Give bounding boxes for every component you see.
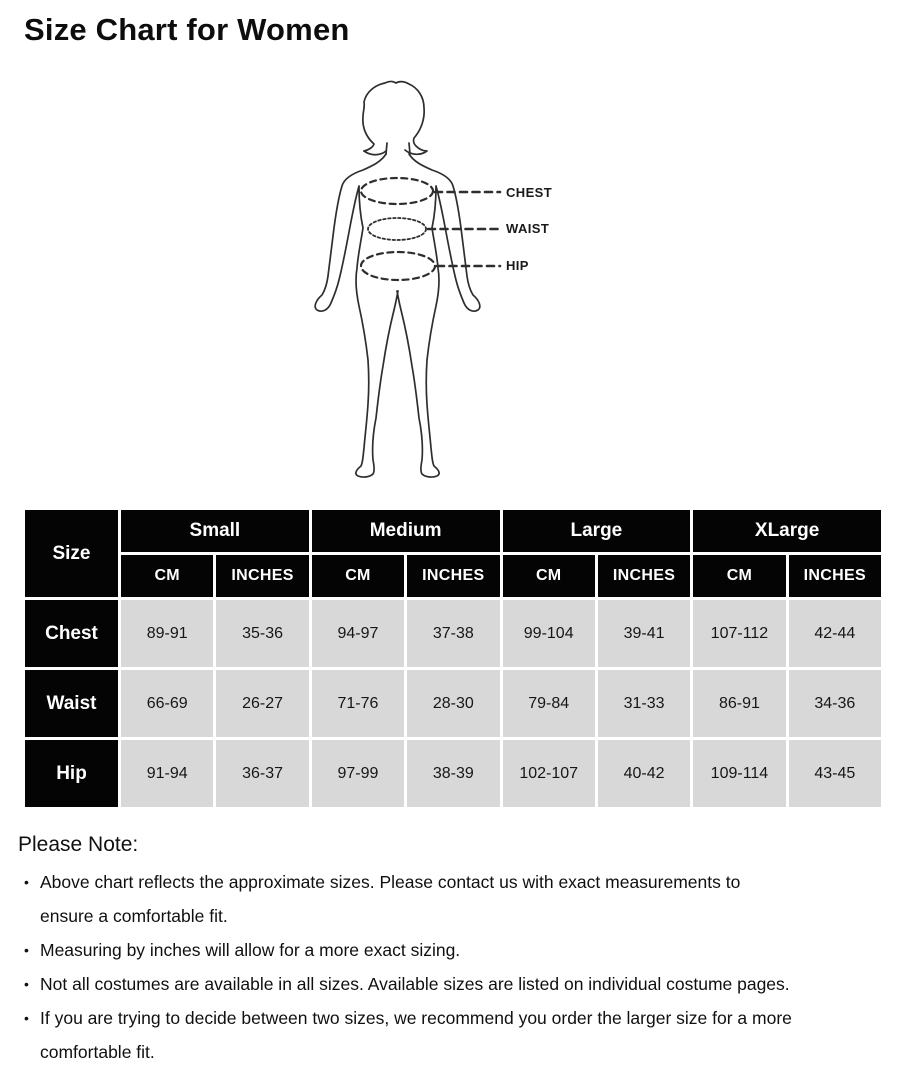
cell-chest-small-in: 35-36	[215, 599, 310, 669]
unit-header: INCHES	[406, 554, 501, 599]
note-item	[16, 933, 900, 967]
notes-heading: Please Note:	[18, 833, 139, 856]
cell-hip-small-in: 36-37	[215, 739, 310, 809]
note-line: Above chart reflects the approximate sizes. Please contact us with exact measurements to	[40, 872, 741, 892]
unit-header-row	[24, 554, 883, 599]
bullet-icon: •	[24, 1010, 29, 1026]
size-chart-table	[22, 507, 884, 810]
cell-hip-large-in: 40-42	[596, 739, 691, 809]
cell-hip-small-cm: 91-94	[120, 739, 215, 809]
cell-chest-xlarge-in: 42-44	[787, 599, 882, 669]
cell-waist-small-cm: 66-69	[120, 669, 215, 739]
size-group-large: Large	[501, 509, 692, 554]
unit-header: INCHES	[215, 554, 310, 599]
bullet-icon: •	[24, 976, 29, 992]
note-line: ensure a comfortable fit.	[40, 906, 228, 926]
unit-header: CM	[120, 554, 215, 599]
figure-body-right	[397, 154, 480, 477]
note-line: Not all costumes are available in all sizes. Available sizes are listed on individual costume pages.	[40, 974, 790, 994]
unit-header: CM	[501, 554, 596, 599]
figure-head-outline	[363, 82, 427, 155]
unit-header: CM	[692, 554, 787, 599]
figure-hair-flip-left	[364, 151, 386, 155]
note-line: Measuring by inches will allow for a more exact sizing.	[40, 940, 461, 960]
chest-label: CHEST	[506, 185, 553, 200]
waist-label: WAIST	[506, 221, 550, 236]
cell-chest-medium-cm: 94-97	[310, 599, 405, 669]
waist-measure-ellipse	[368, 218, 426, 240]
figure-neck-left	[386, 143, 387, 154]
note-line: If you are trying to decide between two sizes, we recommend you order the larger size for a more	[40, 1008, 792, 1028]
bullet-icon: •	[24, 942, 29, 958]
hip-measure-ellipse	[361, 252, 435, 280]
table-row-waist	[24, 669, 883, 739]
cell-waist-large-cm: 79-84	[501, 669, 596, 739]
unit-header: INCHES	[596, 554, 691, 599]
cell-waist-medium-cm: 71-76	[310, 669, 405, 739]
cell-chest-xlarge-cm: 107-112	[692, 599, 787, 669]
note-item	[16, 1001, 900, 1069]
hip-label: HIP	[506, 258, 529, 273]
cell-waist-xlarge-in: 34-36	[787, 669, 882, 739]
size-corner-header: Size	[24, 509, 120, 599]
row-label-hip: Hip	[24, 739, 120, 809]
cell-hip-large-cm: 102-107	[501, 739, 596, 809]
cell-chest-large-cm: 99-104	[501, 599, 596, 669]
notes-section	[16, 833, 900, 1069]
note-item	[16, 967, 900, 1001]
cell-waist-xlarge-cm: 86-91	[692, 669, 787, 739]
row-label-chest: Chest	[24, 599, 120, 669]
cell-waist-large-in: 31-33	[596, 669, 691, 739]
cell-chest-large-in: 39-41	[596, 599, 691, 669]
cell-hip-xlarge-cm: 109-114	[692, 739, 787, 809]
note-item	[16, 865, 900, 933]
cell-hip-xlarge-in: 43-45	[787, 739, 882, 809]
unit-header: CM	[310, 554, 405, 599]
figure-neck-right	[409, 143, 410, 154]
cell-chest-medium-in: 37-38	[406, 599, 501, 669]
chest-measure-ellipse	[361, 178, 433, 204]
table-row-hip	[24, 739, 883, 809]
row-label-waist: Waist	[24, 669, 120, 739]
table-row-chest	[24, 599, 883, 669]
cell-hip-medium-in: 38-39	[406, 739, 501, 809]
size-group-medium: Medium	[310, 509, 501, 554]
size-group-xlarge: XLarge	[692, 509, 883, 554]
unit-header: INCHES	[787, 554, 882, 599]
page-title: Size Chart for Women	[24, 12, 350, 47]
cell-waist-medium-in: 28-30	[406, 669, 501, 739]
size-group-header-row	[24, 509, 883, 554]
cell-waist-small-in: 26-27	[215, 669, 310, 739]
woman-silhouette-icon	[300, 78, 620, 483]
cell-hip-medium-cm: 97-99	[310, 739, 405, 809]
bullet-icon: •	[24, 874, 29, 890]
note-line: comfortable fit.	[40, 1042, 155, 1062]
cell-chest-small-cm: 89-91	[120, 599, 215, 669]
size-group-small: Small	[120, 509, 311, 554]
